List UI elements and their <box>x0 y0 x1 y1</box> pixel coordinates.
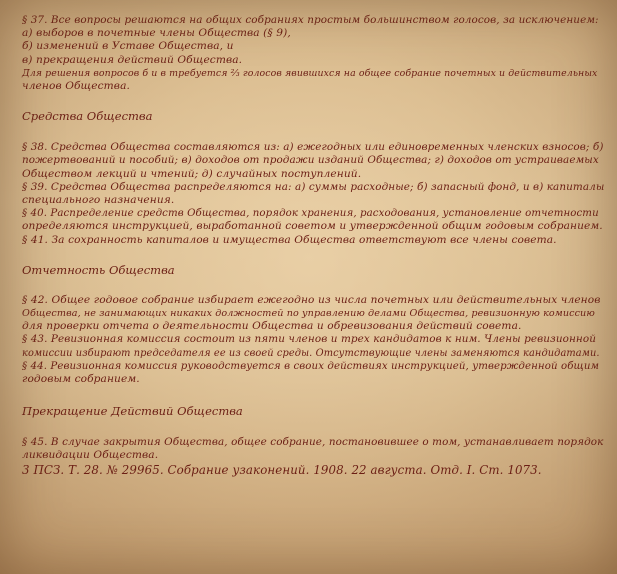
text-line: годовым собранием. <box>22 373 140 386</box>
section-means <box>22 141 605 247</box>
text-line: пожертвований и пособий; в) доходов от продажи изданий Общества; г) доходов от устраиваемых <box>22 154 599 167</box>
text-line: ликвидации Общества. <box>22 449 159 462</box>
text-line: § 45. В случае закрытия Общества, общее собрание, постановившее о том, устанавливает порядок <box>22 436 604 449</box>
citation-line: 3 ПСЗ. Т. 28. № 29965. Собрание узаконений. 1908. 22 августа. Отд. I. Ст. 1073. <box>22 462 542 477</box>
text-line: определяются инструкцией, выработанной советом и утвержденной общим годовым собранием. <box>22 220 603 233</box>
text-line: § 44. Ревизионная комиссия руководствуется в своих действиях инструкцией, утвержденной общим <box>22 360 600 372</box>
text-line: § 43. Ревизионная комиссия состоит из пяти членов и трех кандидатов к ним. Члены ревизионной <box>22 333 597 346</box>
section-heading-reporting: Отчетность Общества <box>22 262 175 277</box>
text-line: § 41. За сохранность капиталов и имущества Общества ответствуют все члены совета. <box>22 233 557 246</box>
text-line: членов Общества. <box>22 80 130 93</box>
text-line: специального назначения. <box>22 194 175 207</box>
section-heading-means: Средства Общества <box>22 109 153 124</box>
text-line: комиссии избирают председателя ее из своей среды. Отсутствующие члены заменяются кандидатами. <box>22 347 600 359</box>
text-line: Для решения вопросов б и в требуется ⅔ голосов явившихся на общее собрание почетных и действительных <box>22 67 598 79</box>
text-line: § 42. Общее годовое собрание избирает ежегодно из числа почетных или действительных членов <box>22 293 601 306</box>
text-line: б) изменений в Уставе Общества, и <box>22 40 234 53</box>
text-line: для проверки отчета о деятельности Общества и обревизования действий совета. <box>22 320 522 333</box>
text-line: Общества, не занимающих никаких должностей по управлению делами Общества, ревизионную комиссию <box>22 308 595 320</box>
text-line: в) прекращения действий Общества. <box>22 53 243 66</box>
text-line: § 37. Все вопросы решаются на общих собраниях простым большинством голосов, за исключением: <box>22 14 599 26</box>
section-general-meetings <box>22 14 599 93</box>
text-line: § 39. Средства Общества распределяются на: а) суммы расходные; б) запасный фонд, и в) капиталы <box>22 180 605 193</box>
section-termination <box>22 436 604 477</box>
text-line: Обществом лекций и чтений; д) случайных поступлений. <box>22 167 362 180</box>
text-line: § 40. Распределение средств Общества, порядок хранения, расходования, установление отчетности <box>22 208 599 220</box>
text-line: § 38. Средства Общества составляются из: а) ежегодных или единовременных членских взносов; б) <box>22 141 604 154</box>
section-reporting <box>22 294 599 386</box>
section-heading-termination: Прекращение Действий Общества <box>22 404 243 419</box>
text-line: а) выборов в почетные члены Общества (§ 9), <box>22 27 291 40</box>
